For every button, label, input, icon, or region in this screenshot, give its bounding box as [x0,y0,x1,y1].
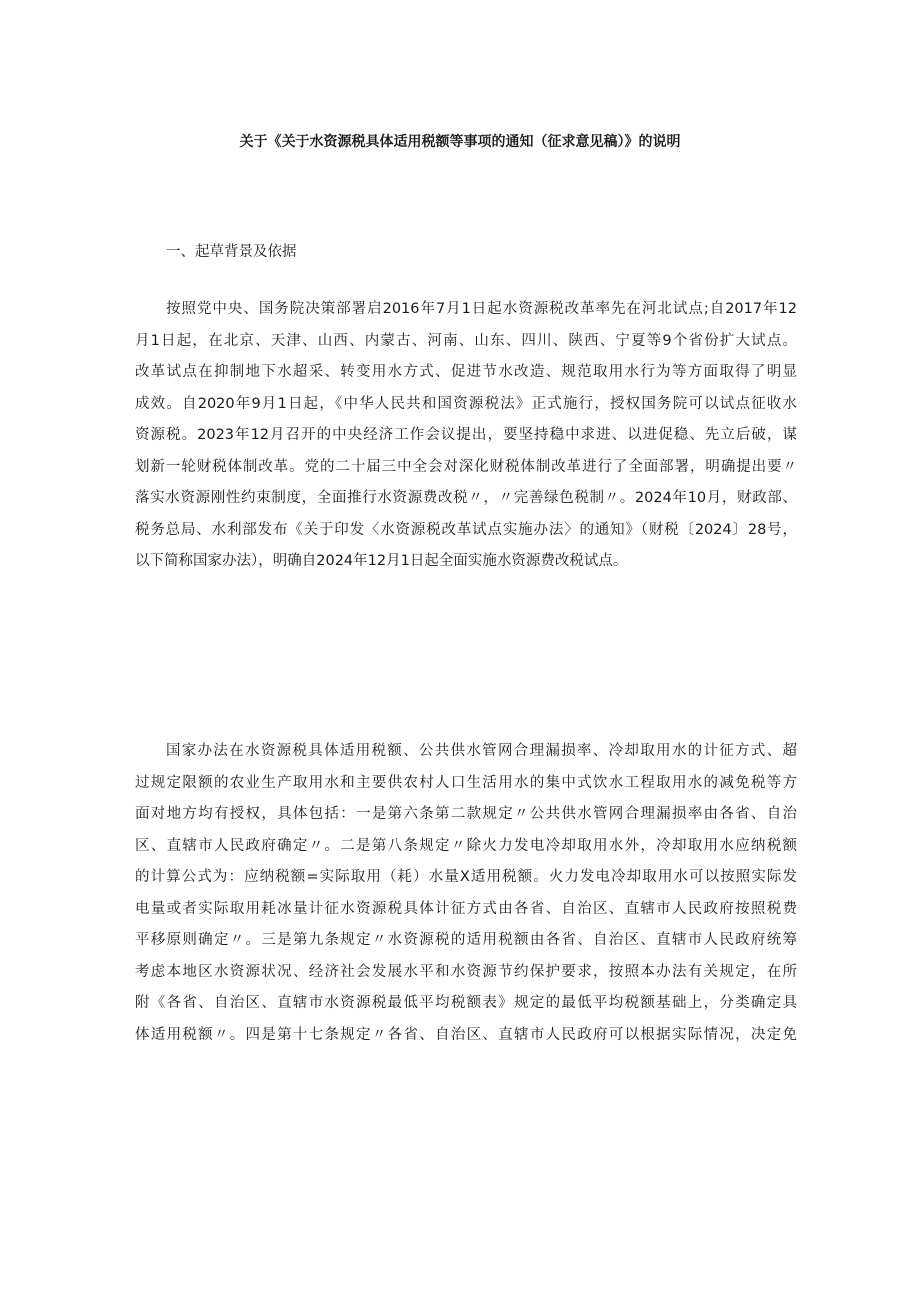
paragraph-line: 划新一轮财税体制改革。党的二十届三中全会对深化财税体制改革进行了全面部署，明确提出要〃 [135,458,797,475]
paragraph-line: 附《各省、自治区、直辖市水资源税最低平均税额表》规定的最低平均税额基础上，分类确定具 [135,995,797,1011]
paragraph-line: 考虑本地区水资源状况、经济社会发展水平和水资源节约保护要求，按照本办法有关规定，在所 [135,963,797,980]
paragraph-line: 落实水资源刚性约束制度，全面推行水资源费改税〃，〃完善绿色税制〃。2024年10月，财政部、 [135,490,797,506]
paragraph-line: 成效。自2020年9月1日起，《中华人民共和国资源税法》正式施行，授权国务院可以试点征收水 [135,395,797,412]
paragraph-line: 电量或者实际取用耗冰量计征水资源税具体计征方式由各省、自治区、直辖市人民政府按照税费 [135,900,797,917]
paragraph-line: 以下简称国家办法），明确自2024年12月1日起全面实施水资源费改税试点。 [135,553,628,569]
paragraph-line: 平移原则确定〃。三是第九条规定〃水资源税的适用税额由各省、自治区、直辖市人民政府统筹 [135,932,797,948]
paragraph-line: 资源税。2023年12月召开的中央经济工作会议提出，要坚持稳中求进、以进促稳、先立后破，谋 [135,427,797,443]
paragraph-line: 按照党中央、国务院决策部署启2016年7月1日起水资源税改革率先在河北试点;自2017年12 [166,301,797,317]
paragraph-line: 过规定限额的农业生产取用水和主要供农村人口生活用水的集中式饮水工程取用水的减免税等方 [135,774,797,791]
paragraph-national-measures [135,736,797,1051]
section-heading-background: 一、起草背景及依据 [166,244,297,260]
document-title: 关于《关于水资源税具体适用税额等事项的通知（征求意见稿）》的说明 [239,134,681,150]
paragraph-line: 国家办法在水资源税具体适用税额、公共供水管网合理漏损率、冷却取用水的计征方式、超 [166,743,797,759]
paragraph-line: 的计算公式为：应纳税额=实际取用（耗）水量X适用税额。火力发电冷却取用水可以按照实际发 [135,869,797,885]
paragraph-drafting-background [135,294,797,578]
paragraph-line: 面对地方均有授权，具体包括：一是第六条第二款规定〃公共供水管网合理漏损率由各省、自治 [135,806,797,822]
paragraph-line: 体适用税额〃。四是第十七条规定〃各省、自治区、直辖市人民政府可以根据实际情况，决定免 [135,1026,797,1043]
paragraph-line: 改革试点在抑制地下水超采、转变用水方式、促进节水改造、规范取用水行为等方面取得了明显 [135,364,797,380]
paragraph-line: 月1日起，在北京、天津、山西、内蒙古、河南、山东、四川、陕西、宁夏等9个省份扩大试点。 [135,332,797,349]
paragraph-line: 区、直辖市人民政府确定〃。二是第八条规定〃除火力发电冷却取用水外，冷却取用水应纳税额 [135,837,797,854]
paragraph-line: 税务总局、水利部发布《关于印发〈水资源税改革试点实施办法〉的通知》（财税〔2024〕28号， [135,521,797,538]
